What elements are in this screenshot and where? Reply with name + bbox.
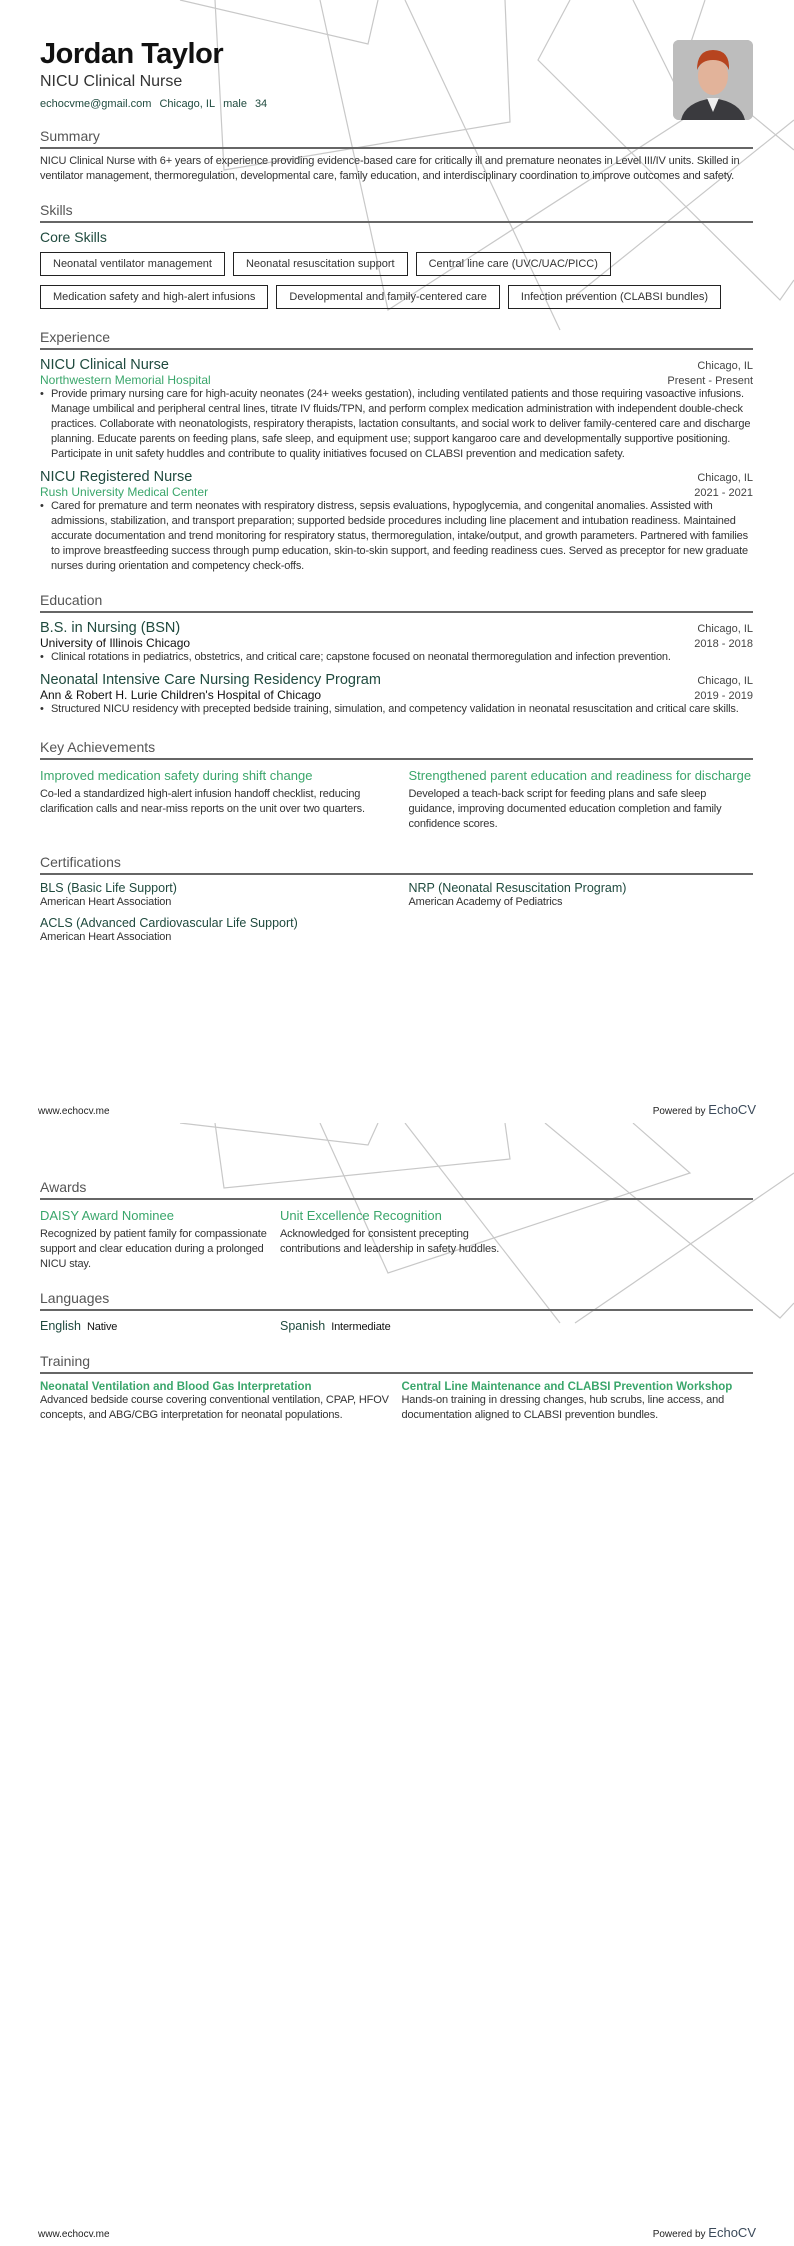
footer-powered: Powered by <box>652 1106 706 1117</box>
page-footer <box>38 2225 756 2240</box>
language-level: Native <box>87 1321 118 1333</box>
gender: male <box>223 98 247 110</box>
achievement-item <box>409 760 754 832</box>
experience-item <box>40 350 753 462</box>
education-bullet: • Structured NICU residency with precepted bedside training, simulation, and competency validation in neonatal resuscitation and critical care skills. <box>40 702 753 717</box>
certifications-heading: Certifications <box>40 854 753 875</box>
role-bullet: • Provide primary nursing care for high-acuity neonates (24+ weeks gestation), including ventilated patients and those requiring vasoactive infusions. Manage umbilical and peripheral central lines, titrate IV fluids/TPN, and perform complex medication administration with independent double-check practices. Collaborate with neonatologists, respiratory therapists, lactation consultants, and social work to deliver family-centered care and discharge planning. Educate parents on feeding plans, safe sleep, and equipment use; support kangaroo care and developmentally supportive positioning. Participate in unit safety huddles and contribute to quality initiatives focused on CLABSI prevention and medication safety. <box>40 387 753 462</box>
certification-name: BLS (Basic Life Support) <box>40 881 177 895</box>
role-dates: 2021 - 2021 <box>694 487 753 499</box>
skill-tag: Central line care (UVC/UAC/PICC) <box>416 252 611 276</box>
certification-item <box>40 910 385 945</box>
language-name: English <box>40 1319 81 1333</box>
certification-name: ACLS (Advanced Cardiovascular Life Support) <box>40 916 298 930</box>
footer-powered: Powered by <box>652 2229 706 2240</box>
certification-issuer: American Heart Association <box>40 931 172 943</box>
summary-heading: Summary <box>40 128 753 149</box>
certification-item <box>40 875 385 910</box>
certification-name: NRP (Neonatal Resuscitation Program) <box>408 881 627 895</box>
skill-tag: Developmental and family-centered care <box>276 285 500 309</box>
education-item <box>40 665 753 717</box>
education-dates: 2019 - 2019 <box>694 690 753 702</box>
school-location: Chicago, IL <box>697 623 753 635</box>
certification-issuer: American Academy of Pediatrics <box>408 896 563 908</box>
role-dates: Present - Present <box>667 375 753 387</box>
contact-info <box>40 98 753 110</box>
award-title: DAISY Award Nominee <box>40 1208 174 1223</box>
skill-tag: Medication safety and high-alert infusions <box>40 285 268 309</box>
achievements-heading: Key Achievements <box>40 739 753 760</box>
school-location: Chicago, IL <box>697 675 753 687</box>
footer-brand: EchoCV <box>708 1102 756 1117</box>
education-dates: 2018 - 2018 <box>694 638 753 650</box>
degree: Neonatal Intensive Care Nursing Residency Program <box>40 672 381 688</box>
training-text: Hands-on training in dressing changes, hub scrubs, line access, and documentation aligned to CLABSI prevention bundles. <box>401 1394 725 1421</box>
profile-photo <box>673 40 753 120</box>
role-location: Chicago, IL <box>697 360 753 372</box>
languages-heading: Languages <box>40 1290 753 1311</box>
role-title: NICU Registered Nurse <box>40 469 193 485</box>
footer-site-link[interactable]: www.echocv.me <box>38 2229 110 2240</box>
certification-issuer: American Heart Association <box>40 896 172 908</box>
skill-tag: Neonatal resuscitation support <box>233 252 408 276</box>
role-location: Chicago, IL <box>697 472 753 484</box>
training-heading: Training <box>40 1353 753 1374</box>
skill-tag: Infection prevention (CLABSI bundles) <box>508 285 721 309</box>
job-title: NICU Clinical Nurse <box>40 73 183 90</box>
age: 34 <box>254 98 268 110</box>
experience-heading: Experience <box>40 329 753 350</box>
awards-heading: Awards <box>40 1179 753 1200</box>
role-bullet: • Cared for premature and term neonates with respiratory distress, sepsis evaluations, hypoglycemia, and congenital anomalies. Assisted with admissions, stabilization, and transport preparation; supported bedside procedures including line placement and intubation readiness. Maintained accurate documentation and trend monitoring for respiratory status, thermoregulation, intake/output, and growth parameters. Partnered with families to improve breastfeeding success through pump education, skin-to-skin support, and feeding readiness cues. Served as preceptor for new graduate nurses during orientation and competency check-offs. <box>40 499 753 574</box>
award-item <box>280 1200 520 1272</box>
language-item <box>280 1317 520 1335</box>
training-title: Central Line Maintenance and CLABSI Prevention Workshop <box>401 1381 733 1393</box>
summary-text: NICU Clinical Nurse with 6+ years of experience providing evidence-based care for critically ill and premature neonates in Level III/IV units. Skilled in ventilator management, thermoregulation, developmental care, family education, and interdisciplinary coordination to improve outcomes and safety. <box>40 155 740 182</box>
achievement-title: Strengthened parent education and readiness for discharge <box>408 768 752 783</box>
language-name: Spanish <box>280 1319 326 1333</box>
training-text: Advanced bedside course covering conventional ventilation, CPAP, HFOV concepts, and ABG/CBG interpretation for neonatal populations. <box>40 1394 389 1421</box>
footer-site-link[interactable]: www.echocv.me <box>38 1106 110 1117</box>
page-footer <box>38 1102 756 1117</box>
employer: Northwestern Memorial Hospital <box>40 373 211 387</box>
footer-brand: EchoCV <box>708 2225 756 2240</box>
training-item <box>40 1374 392 1423</box>
achievement-text: Developed a teach-back script for feeding plans and safe sleep guidance, improving documented education completion and family confidence scores. <box>408 788 722 830</box>
education-heading: Education <box>40 592 753 613</box>
award-title: Unit Excellence Recognition <box>280 1208 442 1223</box>
award-text: Acknowledged for consistent precepting contributions and leadership in safety huddles. <box>280 1228 500 1255</box>
education-item <box>40 613 753 665</box>
school: University of Illinois Chicago <box>40 636 191 650</box>
candidate-name: Jordan Taylor <box>40 38 224 70</box>
employer: Rush University Medical Center <box>40 485 209 499</box>
degree: B.S. in Nursing (BSN) <box>40 620 181 636</box>
skills-heading: Skills <box>40 202 753 223</box>
email[interactable]: echocvme@gmail.com <box>40 98 152 110</box>
location: Chicago, IL <box>159 98 216 110</box>
skills-group: Core Skills <box>40 229 107 245</box>
award-item <box>40 1200 280 1272</box>
achievement-text: Co-led a standardized high-alert infusion handoff checklist, reducing clarification calls and near-miss reports on the unit over two quarters. <box>40 788 365 815</box>
achievement-item <box>40 760 385 832</box>
certification-item <box>409 875 754 910</box>
experience-item <box>40 462 753 574</box>
training-item <box>402 1374 754 1423</box>
school: Ann & Robert H. Lurie Children's Hospital of Chicago <box>40 688 322 702</box>
award-text: Recognized by patient family for compassionate support and clear education during a prolonged NICU stay. <box>40 1228 267 1270</box>
role-title: NICU Clinical Nurse <box>40 357 169 373</box>
education-bullet: • Clinical rotations in pediatrics, obstetrics, and critical care; capstone focused on neonatal thermoregulation and infection prevention. <box>40 650 753 665</box>
skill-tags <box>40 252 753 309</box>
language-item <box>40 1317 280 1335</box>
achievement-title: Improved medication safety during shift change <box>40 768 313 783</box>
language-level: Intermediate <box>331 1321 391 1333</box>
training-title: Neonatal Ventilation and Blood Gas Interpretation <box>40 1381 312 1393</box>
skill-tag: Neonatal ventilator management <box>40 252 225 276</box>
resume-page-2 <box>0 1123 794 2246</box>
